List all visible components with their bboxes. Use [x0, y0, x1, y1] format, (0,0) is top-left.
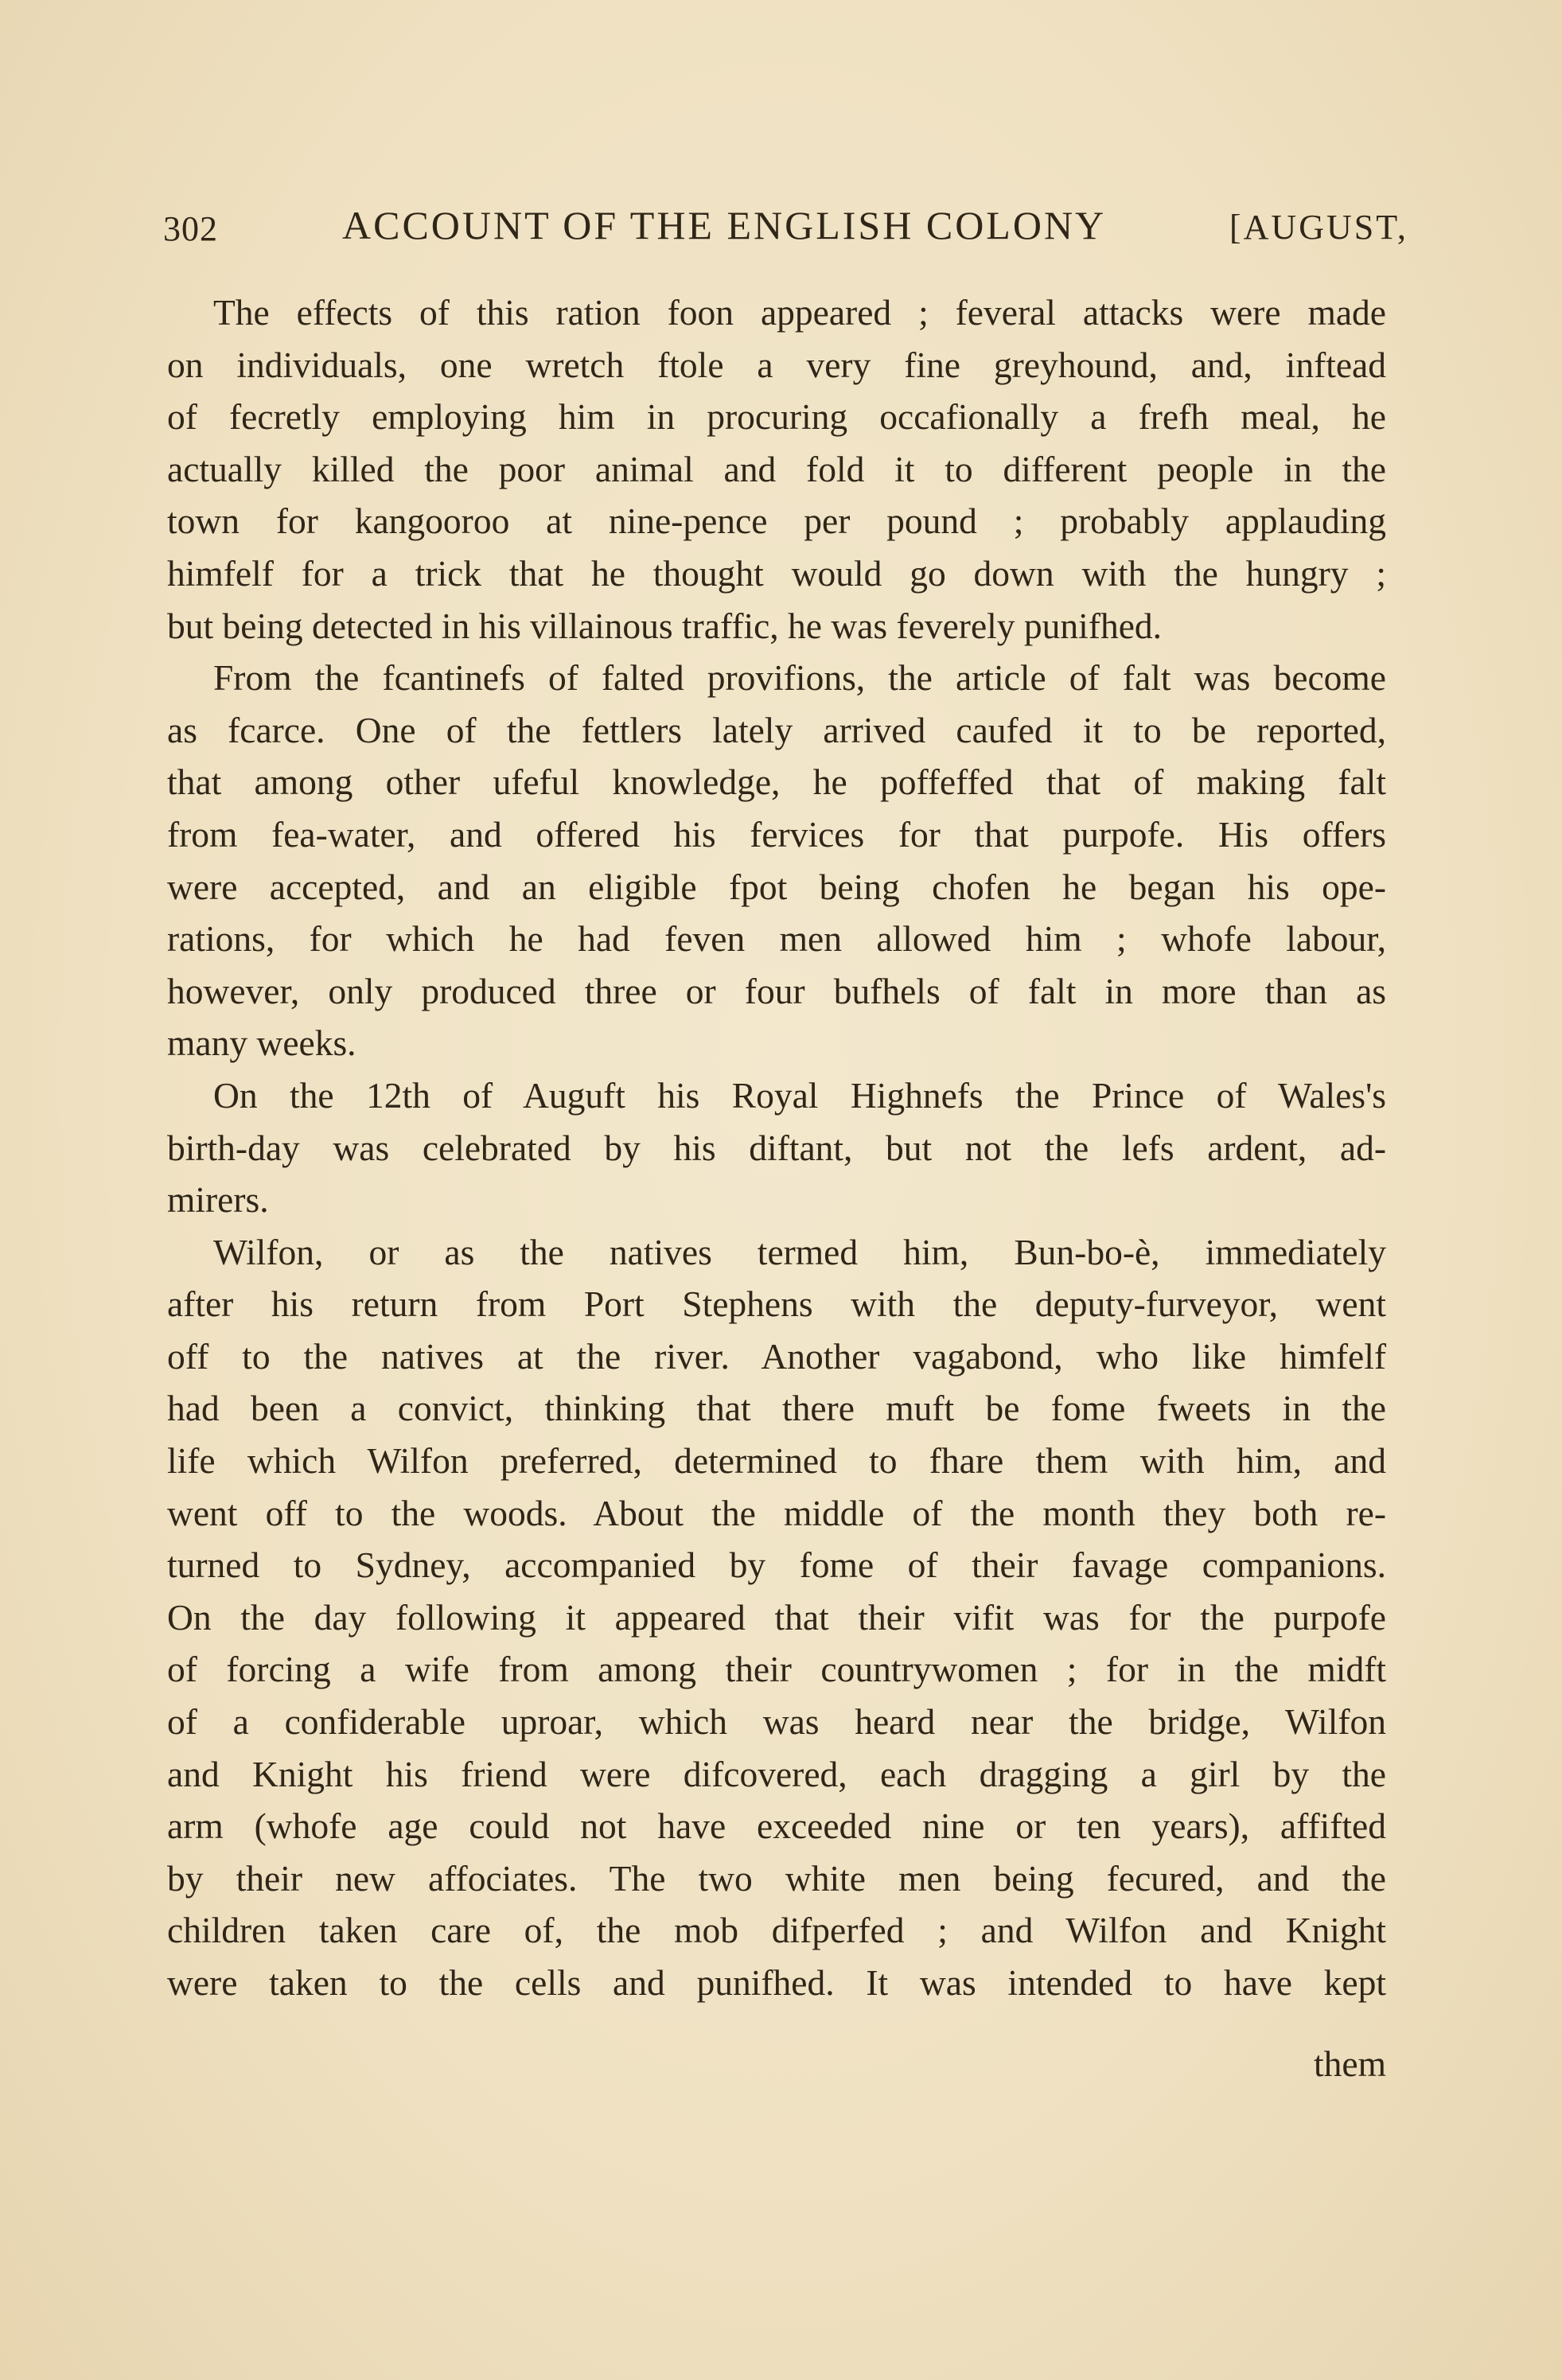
text-line: after his return from Port Stephens with the deputy-furveyor, went [167, 1283, 1386, 1325]
text-line: mirers. [167, 1179, 269, 1221]
text-line: had been a convict, thinking that there muft be fome fweets in the [167, 1388, 1386, 1429]
text-line: of forcing a wife from among their countrywomen ; for in the midft [167, 1649, 1386, 1690]
text-line: but being detected in his villainous traffic, he was feverely punifhed. [167, 605, 1163, 646]
text-line: rations, for which he had feven men allowed him ; whofe labour, [167, 918, 1386, 960]
text-line: town for kangooroo at nine-pence per pound ; probably applauding [167, 501, 1386, 542]
text-line: birth-day was celebrated by his diftant, but not the lefs ardent, ad- [167, 1127, 1386, 1168]
text-line: From the fcantinefs of falted provifions, the article of falt was become [213, 657, 1386, 699]
text-line: Wilfon, or as the natives termed him, Bun-bo-è, immediately [213, 1231, 1386, 1272]
text-line: On the day following it appeared that their vifit was for the purpofe [167, 1596, 1386, 1638]
text-line: from fea-water, and offered his fervices for that purpofe. His offers [167, 813, 1386, 855]
text-line: arm (whofe age could not have exceeded nine or ten years), affifted [167, 1805, 1386, 1847]
text-line: of fecretly employing him in procuring occafionally a frefh meal, he [167, 396, 1386, 438]
text-line: on individuals, one wretch ftole a very fine greyhound, and, inftead [167, 344, 1386, 385]
text-line: The effects of this ration foon appeared ; feveral attacks were made [213, 292, 1386, 333]
text-line: life which Wilfon preferred, determined to fhare them with him, and [167, 1440, 1386, 1482]
text-line: himfelf for a trick that he thought would go down with the hungry ; [167, 552, 1386, 594]
text-line: however, only produced three or four bufhels of falt in more than as [167, 970, 1386, 1011]
text-line: On the 12th of Auguft his Royal Highnefs the Prince of Wales's [213, 1074, 1386, 1116]
page-number: 302 [163, 209, 218, 248]
body-text [167, 286, 1386, 2009]
catchword: them [1314, 2043, 1386, 2084]
text-line: turned to Sydney, accompanied by fome of their favage companions. [167, 1544, 1386, 1586]
text-line: were accepted, and an eligible fpot being chofen he began his ope- [167, 866, 1386, 907]
text-line: many weeks. [167, 1023, 356, 1064]
text-line: children taken care of, the mob difperfed ; and Wilfon and Knight [167, 1910, 1386, 1951]
text-line: as fcarce. One of the fettlers lately arrived caufed it to be reported, [167, 709, 1386, 750]
text-line: were taken to the cells and punifhed. It was intended to have kept [167, 1962, 1386, 2003]
text-line: off to the natives at the river. Another vagabond, who like himfelf [167, 1335, 1386, 1377]
running-title: ACCOUNT OF THE ENGLISH COLONY [342, 203, 1107, 247]
text-line: went off to the woods. About the middle of the month they both re- [167, 1492, 1386, 1533]
text-line: by their new affociates. The two white men being fecured, and the [167, 1857, 1386, 1899]
text-line: of a confiderable uproar, which was heard near the bridge, Wilfon [167, 1701, 1386, 1743]
text-line: and Knight his friend were difcovered, each dragging a girl by the [167, 1753, 1386, 1794]
text-line: that among other ufeful knowledge, he poffeffed that of making falt [167, 762, 1386, 803]
page-header [163, 199, 1420, 255]
running-month: [AUGUST, [1229, 208, 1408, 247]
text-line: actually killed the poor animal and fold it to different people in the [167, 448, 1386, 489]
